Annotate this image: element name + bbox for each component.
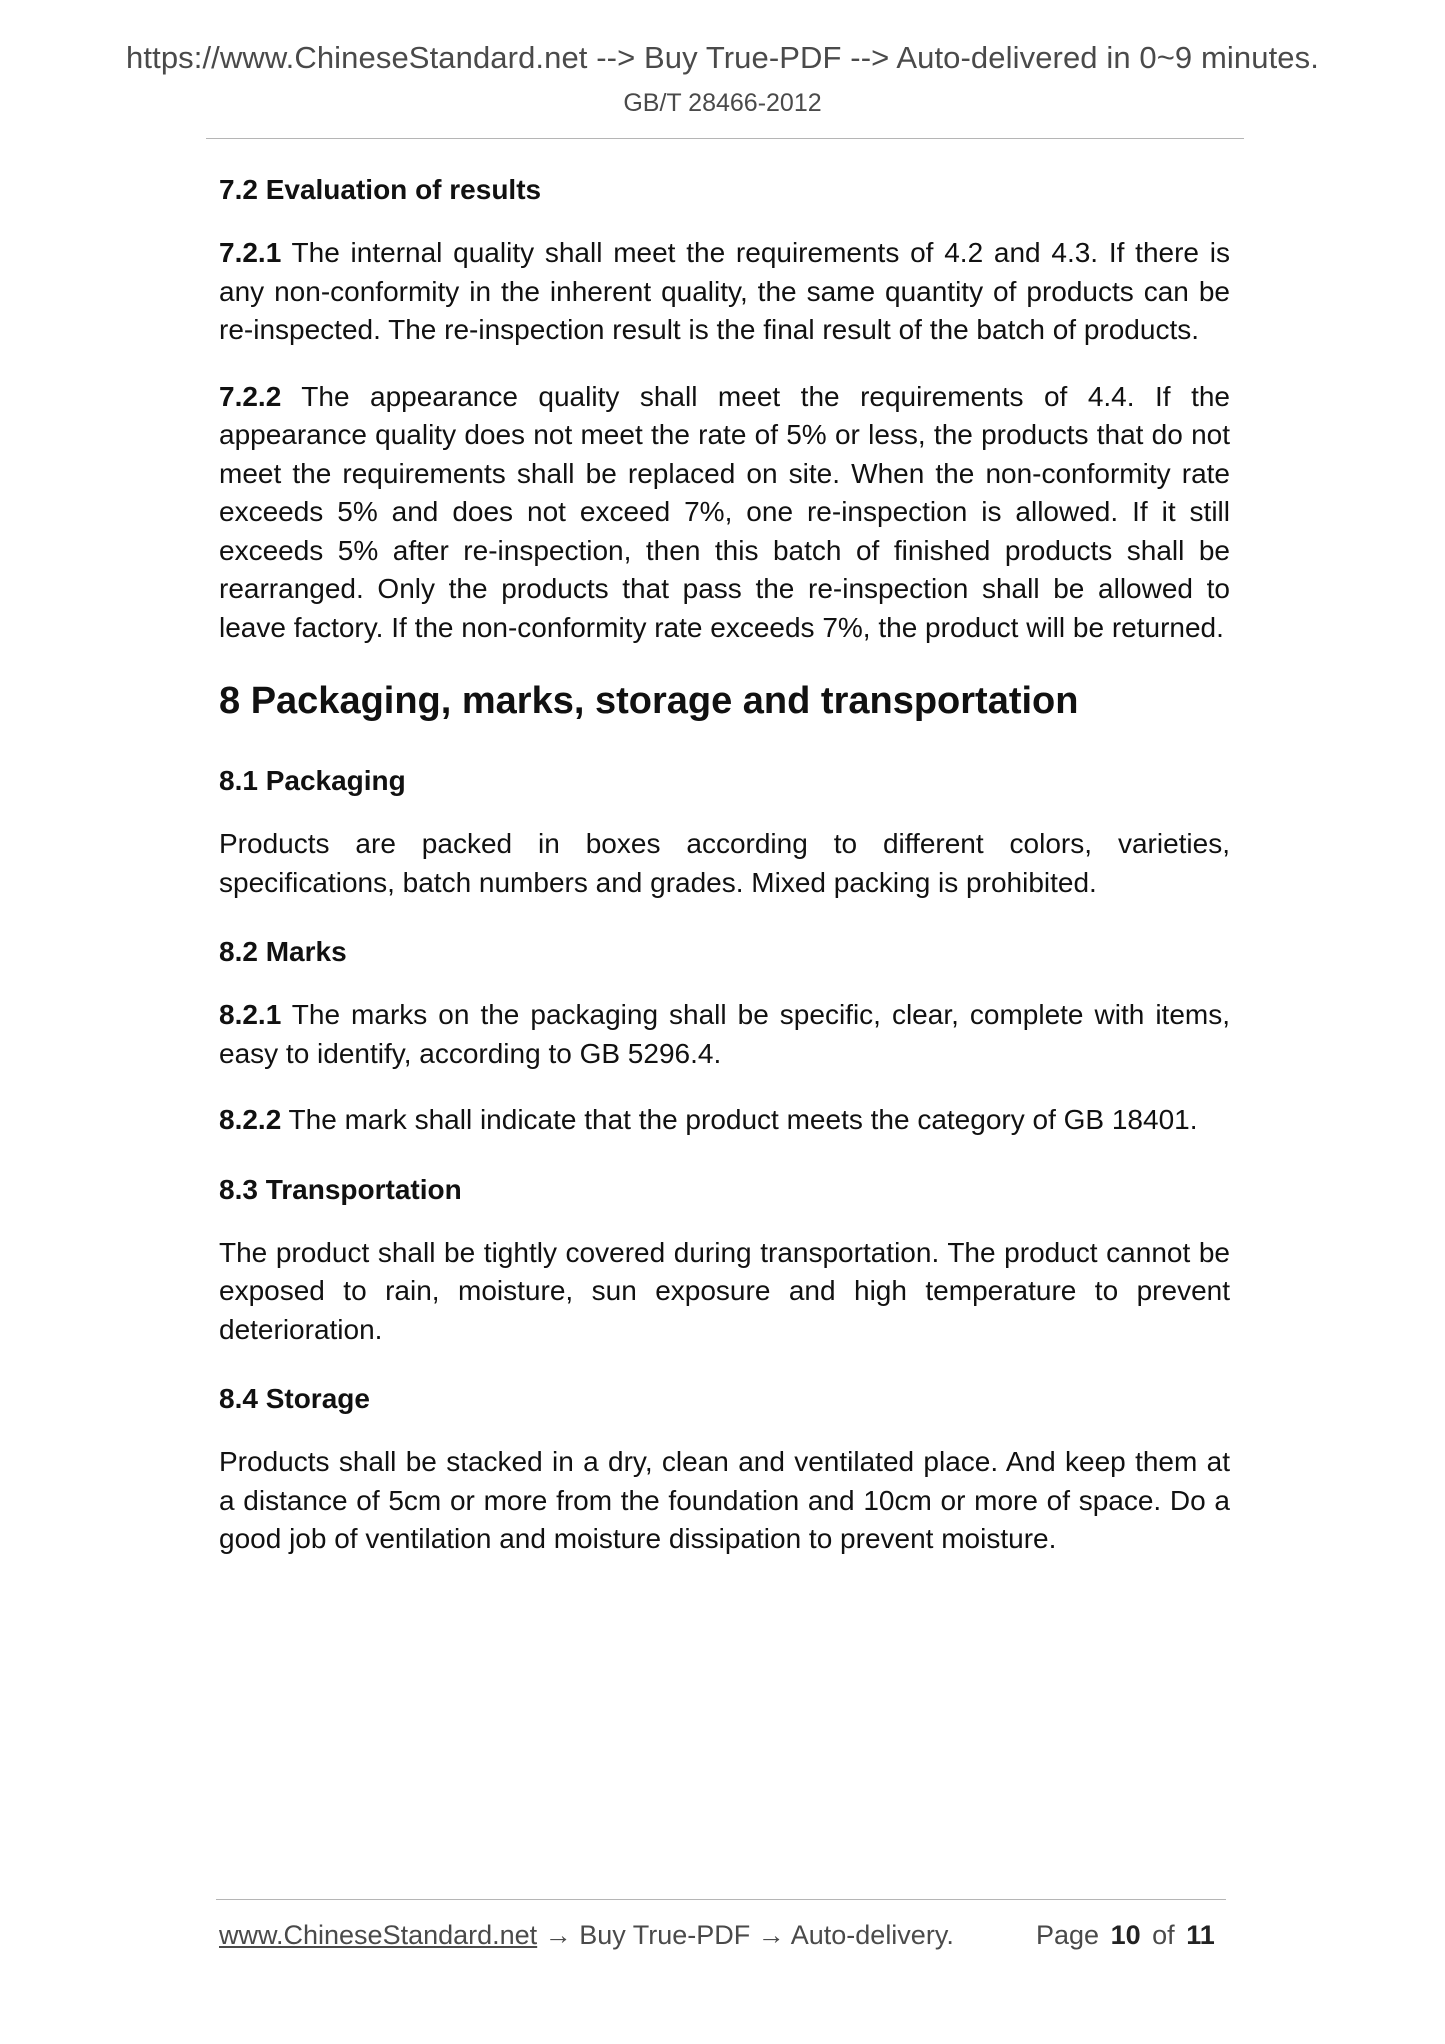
clause-text: The internal quality shall meet the requirements of 4.2 and 4.3. If there is any non-conformity in the inherent quality, the same quantity of products can be re-inspected. The re-inspection result is the final result of the batch of products. [219,237,1230,345]
section-8-1-text: Products are packed in boxes according to different colors, varieties, specifications, batch numbers and grades. Mixed packing is prohibited. [219,828,1230,898]
section-8-3-heading: 8.3 Transportation [219,1173,462,1205]
of-label: of [1152,1920,1175,1950]
clause-number: 7.2.1 [219,237,282,268]
page-number: 10 [1110,1920,1141,1950]
header-divider [206,138,1244,139]
section-8-4-text: Products shall be stacked in a dry, clean and ventilated place. And keep them at a distance of 5cm or more from the foundation and 10cm or more of space. Do a good job of ventilation and moisture dissipation to prevent moisture. [219,1446,1230,1554]
section-8-2-heading: 8.2 Marks [219,936,347,967]
clause-text: The mark shall indicate that the product meets the category of GB 18401. [281,1104,1198,1135]
section-8-1-heading: 8.1 Packaging [219,765,406,796]
footer-left [219,1920,954,1951]
chapter-8-heading: 8 Packaging, marks, storage and transportation [219,680,1079,722]
section-8-4-heading: 8.4 Storage [219,1383,370,1414]
page-label: Page [1036,1920,1100,1950]
clause-number: 8.2.2 [219,1104,282,1135]
clause-number: 8.2.1 [219,999,282,1030]
section-8-3-text: The product shall be tightly covered during transportation. The product cannot be exposed to rain, moisture, sun exposure and high temperature to prevent deterioration. [219,1236,1230,1345]
standard-code: GB/T 28466-2012 [623,89,822,117]
clause-text: The marks on the packaging shall be specific, clear, complete with items, easy to identify, according to GB 5296.4. [219,999,1230,1069]
page-indicator [1036,1920,1215,1951]
clause-8-2-1 [219,996,1230,1073]
clause-text: The appearance quality shall meet the requirements of 4.4. If the appearance quality does not meet the rate of 5% or less, the products that do not meet the requirements shall be replaced on site. When the non-conformity rate exceeds 5% and does not exceed 7%, one re-inspection is allowed. If it still exceeds 5% after re-inspection, then this batch of finished products shall be rearranged. Only the products that pass the re-inspection shall be allowed to leave factory. If the non-conformity rate exceeds 7%, the product will be returned. [219,380,1230,643]
clause-number: 7.2.2 [219,380,282,412]
footer-site-link[interactable]: www.ChineseStandard.net [219,1920,538,1950]
clause-8-2-2 [219,1101,1230,1140]
header-url-line: https://www.ChineseStandard.net --> Buy True-PDF --> Auto-delivered in 0~9 minutes. [126,40,1319,75]
page-total: 11 [1186,1920,1215,1950]
footer-divider [216,1899,1226,1900]
section-7-2-heading: 7.2 Evaluation of results [219,174,542,205]
clause-7-2-2 [219,378,1230,648]
footer-tagline: → Buy True-PDF → Auto-delivery. [537,1920,954,1950]
document-body [219,168,1230,1587]
clause-7-2-1 [219,234,1230,350]
